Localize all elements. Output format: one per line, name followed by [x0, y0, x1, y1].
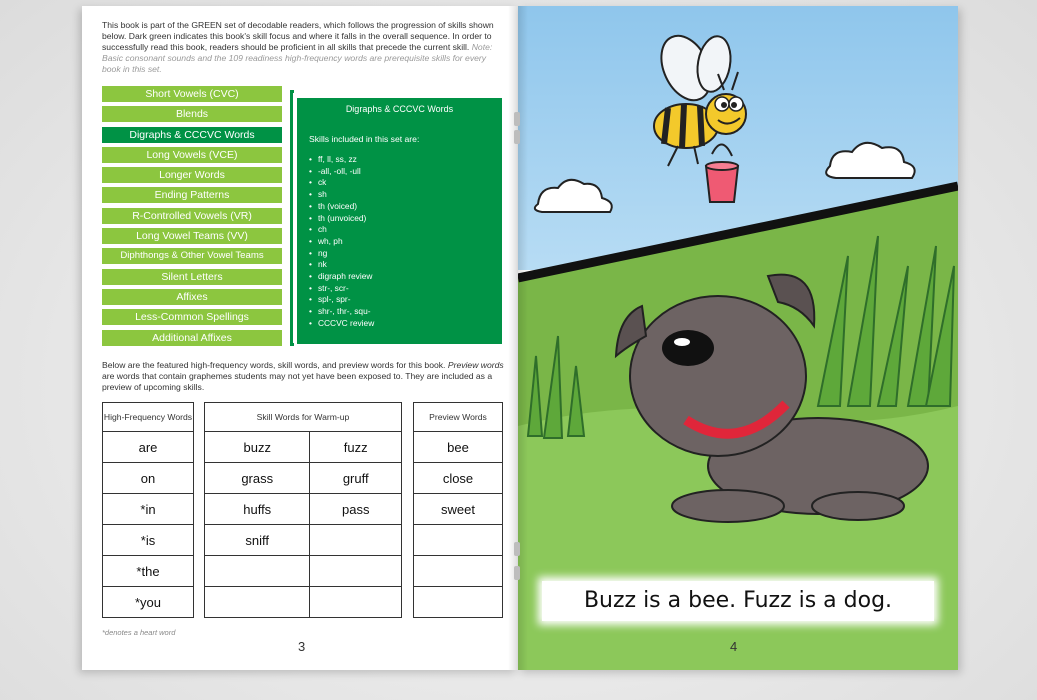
- footnote: *denotes a heart word: [102, 628, 176, 637]
- cloud-icon: [535, 180, 612, 212]
- below-text-1: Below are the featured high-frequency words, skill words, and preview words for this book.: [102, 360, 446, 370]
- story-caption: Buzz is a bee. Fuzz is a dog.: [542, 581, 934, 621]
- skill-item: Ending Patterns: [102, 187, 282, 203]
- intro-note: Note: Basic consonant sounds and the 109 readiness high-frequency words are prerequisite skills for every book in this set.: [102, 42, 493, 74]
- bucket-icon: [706, 144, 738, 202]
- focus-list-item: • th (unvoiced): [309, 213, 502, 225]
- skill-item: R-Controlled Vowels (VR): [102, 208, 282, 224]
- skill-item: Silent Letters: [102, 269, 282, 285]
- focus-list-item: • spl-, spr-: [309, 294, 502, 306]
- focus-list-item: • CCCVC review: [309, 318, 502, 330]
- table-cell: [310, 556, 402, 587]
- below-text-2: are words that contain graphemes students may not yet have been exposed to. They are included as a preview of upcoming skills.: [102, 371, 493, 392]
- focus-list-item: • nk: [309, 259, 502, 271]
- table-header: High-Frequency Words: [103, 403, 194, 432]
- table-cell: *the: [103, 556, 194, 587]
- focus-list: [309, 154, 502, 330]
- focus-subtitle: Skills included in this set are:: [309, 134, 420, 144]
- table-header: Preview Words: [414, 403, 503, 432]
- skill-item-current: Digraphs & CCCVC Words: [102, 127, 282, 143]
- skill-item: Less-Common Spellings: [102, 309, 282, 325]
- table-cell: close: [414, 463, 503, 494]
- table-cell: [414, 587, 503, 618]
- table-cell: [310, 587, 402, 618]
- skill-item: Short Vowels (CVC): [102, 86, 282, 102]
- table-cell: huffs: [205, 494, 310, 525]
- table-cell: pass: [310, 494, 402, 525]
- table-header: Skill Words for Warm-up: [205, 403, 402, 432]
- focus-list-item: • ng: [309, 248, 502, 260]
- focus-list-item: • str-, scr-: [309, 283, 502, 295]
- intro-text: This book is part of the GREEN set of decodable readers, which follows the progression of skills shown below. Dark green indicates this book's skill focus and where it falls in the overall sequence. In order to successfully read this book, readers should be proficient in all skills that precede the current skill.: [102, 20, 494, 52]
- table-cell: bee: [414, 432, 503, 463]
- table-cell: fuzz: [310, 432, 402, 463]
- table-cell: [414, 556, 503, 587]
- preview-words-table: [413, 402, 503, 618]
- focus-list-item: • wh, ph: [309, 236, 502, 248]
- bee-icon: [652, 28, 746, 166]
- table-cell: [414, 525, 503, 556]
- skill-item: Affixes: [102, 289, 282, 305]
- intro-paragraph: [102, 20, 502, 75]
- illustration: [518, 6, 958, 670]
- staple: [514, 542, 520, 556]
- table-cell: on: [103, 463, 194, 494]
- focus-list-item: • ff, ll, ss, zz: [309, 154, 502, 166]
- focus-list-item: • ch: [309, 224, 502, 236]
- page-number-right: 4: [730, 639, 738, 654]
- table-cell: sweet: [414, 494, 503, 525]
- staple: [514, 566, 520, 580]
- focus-bracket: [290, 90, 294, 346]
- page-number-left: 3: [298, 639, 306, 654]
- table-cell: *is: [103, 525, 194, 556]
- table-cell: [205, 556, 310, 587]
- skill-item: Diphthongs & Other Vowel Teams: [102, 248, 282, 264]
- skill-item: Long Vowel Teams (VV): [102, 228, 282, 244]
- below-text-italic: Preview words: [447, 360, 504, 370]
- table-cell: grass: [205, 463, 310, 494]
- focus-box: [297, 98, 502, 344]
- skill-item: Blends: [102, 106, 282, 122]
- table-cell: gruff: [310, 463, 402, 494]
- table-cell: *you: [103, 587, 194, 618]
- focus-list-item: • digraph review: [309, 271, 502, 283]
- skill-words-table: [204, 402, 402, 618]
- high-frequency-table: [102, 402, 194, 618]
- table-cell: *in: [103, 494, 194, 525]
- cloud-icon: [826, 143, 915, 178]
- focus-list-item: • ck: [309, 177, 502, 189]
- focus-list-item: • sh: [309, 189, 502, 201]
- table-cell: [310, 525, 402, 556]
- skill-sequence: [102, 86, 282, 350]
- left-page: [82, 6, 518, 670]
- focus-title: Digraphs & CCCVC Words: [345, 104, 454, 114]
- focus-list-item: • th (voiced): [309, 201, 502, 213]
- staple: [514, 112, 520, 126]
- skill-item: Longer Words: [102, 167, 282, 183]
- word-lists-description: [102, 360, 507, 393]
- table-cell: are: [103, 432, 194, 463]
- staple: [514, 130, 520, 144]
- table-cell: buzz: [205, 432, 310, 463]
- table-cell: [205, 587, 310, 618]
- focus-list-item: • -all, -oll, -ull: [309, 166, 502, 178]
- table-cell: sniff: [205, 525, 310, 556]
- right-page: [518, 6, 958, 670]
- skill-item: Long Vowels (VCE): [102, 147, 282, 163]
- focus-list-item: • shr-, thr-, squ-: [309, 306, 502, 318]
- skill-item: Additional Affixes: [102, 330, 282, 346]
